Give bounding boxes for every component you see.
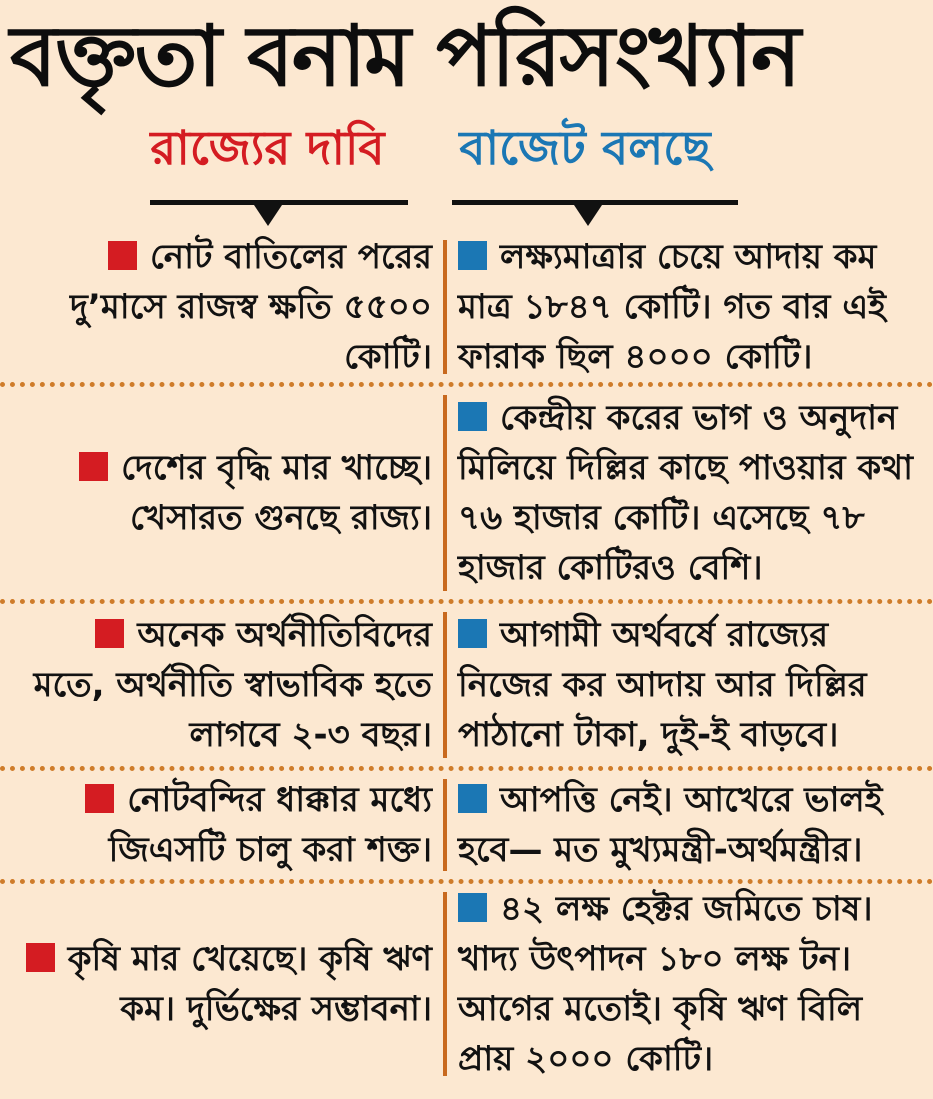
budget-says-text: কেন্দ্রীয় করের ভাগ ও অনুদান মিলিয়ে দিল্লির কাছে পাওয়ার কথা ৭৬ হাজার কোটি। এসেছে ৭৮ হাজার কোটিরও বেশি। [458, 398, 914, 588]
red-square-bullet-icon [95, 619, 124, 648]
budget-says-cell [458, 232, 933, 382]
red-square-bullet-icon [85, 784, 114, 813]
red-square-bullet-icon [108, 241, 137, 270]
blue-square-bullet-icon [458, 241, 487, 270]
column-divider [432, 771, 458, 879]
state-claim-text: দেশের বৃদ্ধি মার খাচ্ছে। খেসারত গুনছে রাজ্য। [121, 448, 432, 538]
comparison-row [0, 884, 933, 1084]
budget-says-underline [452, 200, 738, 205]
header-state-claim: রাজ্যের দাবি [150, 121, 385, 176]
down-triangle-icon [574, 205, 602, 226]
comparison-row [0, 387, 933, 599]
budget-says-text: লক্ষ্যমাত্রার চেয়ে আদায় কম মাত্র ১৮৪৭ কোটি। গত বার এই ফারাক ছিল ৪০০০ কোটি। [458, 237, 886, 377]
column-divider [432, 604, 458, 766]
budget-says-text: ৪২ লক্ষ হেক্টর জমিতে চাষ। খাদ্য উৎপাদন ১৮০ লক্ষ টন। আগের মতোই। কৃষি ঋণ বিলি প্রায় ২০০০ কোটি। [458, 889, 873, 1079]
header-budget-says: বাজেট বলছে [459, 121, 711, 176]
state-claim-cell [0, 771, 432, 879]
column-divider [432, 232, 458, 382]
comparison-row [0, 771, 933, 879]
state-claim-text: কৃষি মার খেয়েছে। কৃষি ঋণ কম। দুর্ভিক্ষের সম্ভাবনা। [67, 939, 432, 1029]
state-claim-cell [0, 387, 432, 599]
budget-says-cell [458, 771, 933, 879]
budget-says-text: আপত্তি নেই। আখেরে ভালই হবে— মত মুখ্যমন্ত্রী-অর্থমন্ত্রীর। [458, 780, 883, 870]
red-square-bullet-icon [26, 943, 55, 972]
comparison-row [0, 604, 933, 766]
state-claim-cell [0, 884, 432, 1084]
comparison-row [0, 232, 933, 382]
divider-line [443, 395, 447, 591]
budget-says-cell [458, 884, 933, 1084]
budget-says-cell [458, 604, 933, 766]
divider-line [443, 779, 447, 871]
state-claim-text: নোটবন্দির ধাক্কার মধ্যে জিএসটি চালু করা শক্ত। [108, 780, 432, 870]
blue-square-bullet-icon [458, 784, 487, 813]
divider-line [443, 612, 447, 758]
budget-says-cell [458, 387, 933, 599]
state-claim-text: অনেক অর্থনীতিবিদের মতে, অর্থনীতি স্বাভাবিক হতে লাগবে ২-৩ বছর। [33, 615, 432, 755]
divider-line [443, 240, 447, 374]
state-claim-cell [0, 604, 432, 766]
budget-says-text: আগামী অর্থবর্ষে রাজ্যের নিজের কর আদায় আর দিল্লির পাঠানো টাকা, দুই-ই বাড়বে। [458, 615, 867, 755]
divider-line [443, 892, 447, 1076]
red-square-bullet-icon [79, 452, 108, 481]
down-triangle-icon [254, 205, 282, 226]
column-headers [0, 110, 933, 232]
page-title: বক্তৃতা বনাম পরিসংখ্যান [10, 7, 800, 105]
blue-square-bullet-icon [458, 619, 487, 648]
state-claim-cell [0, 232, 432, 382]
state-claim-underline [150, 200, 408, 205]
column-divider [432, 387, 458, 599]
state-claim-text: নোট বাতিলের পরের দু’মাসে রাজস্ব ক্ষতি ৫৫০০ কোটি। [70, 237, 432, 377]
blue-square-bullet-icon [458, 893, 487, 922]
column-divider [432, 884, 458, 1084]
blue-square-bullet-icon [458, 402, 487, 431]
